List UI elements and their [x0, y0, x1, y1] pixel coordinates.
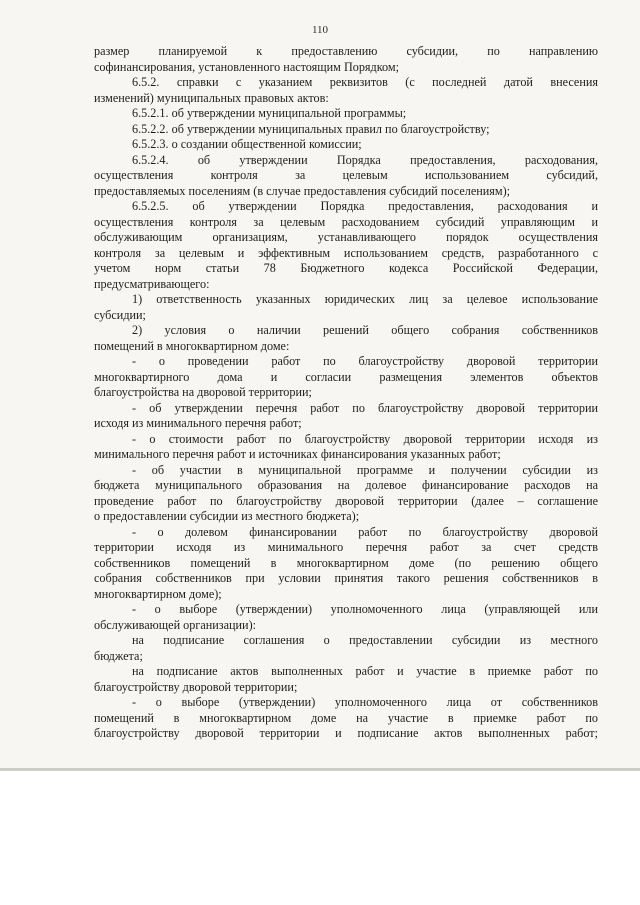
text-line: благоустройству дворовой территории и подписание актов выполненных работ; [94, 726, 598, 740]
text-line: благоустройства на дворовой территории; [94, 385, 312, 399]
text-line: - об участии в муниципальной программе и получении субсидии из [132, 462, 598, 477]
text-line: - о выборе (утверждении) уполномоченного лица (управляющей или [132, 602, 598, 616]
text-line: - о проведении работ по благоустройству дворовой территории [132, 354, 598, 368]
text-line: 2) условия о наличии решений общего собрания собственников [132, 323, 598, 337]
text-line: 6.5.2.1. об утверждении муниципальной программы; [132, 106, 407, 120]
text-line: 6.5.2. справки с указанием реквизитов (с последней датой внесения [132, 75, 598, 89]
text-line: на подписание соглашения о предоставлении субсидии из местного [132, 633, 598, 647]
text-line: проведение работ по благоустройству дворовой территории (далее – соглашение [94, 493, 598, 508]
text-line: 6.5.2.3. о создании общественной комиссии; [132, 137, 362, 151]
text-line: бюджета; [94, 648, 143, 663]
text-line: осуществления контроля за целевым расходованием субсидий управляющим и [94, 214, 598, 229]
text-line: 6.5.2.5. об утверждении Порядка предоставления, расходования и [132, 199, 598, 213]
text-line: 1) ответственность указанных юридических лиц за целевое использование [132, 292, 598, 306]
text-line: минимального перечня работ и источниках финансирования указанных работ; [94, 447, 501, 461]
text-line: на подписание актов выполненных работ и участие в приемке работ по [132, 664, 598, 678]
text-line: размер планируемой к предоставлению субсидии, по направлению [94, 44, 598, 58]
document-body [94, 44, 598, 742]
text-line: обслуживающей организации): [94, 617, 257, 632]
text-line: - об утверждении перечня работ по благоустройству дворовой территории [132, 400, 598, 415]
text-line: помещений в многоквартирном доме на участие в приемке работ по [94, 710, 598, 725]
text-line: контроля за целевым и эффективным использованием средств, разработанного с [94, 245, 598, 260]
text-line: 6.5.2.4. об утверждении Порядка предоставления, расходования, [132, 152, 598, 167]
text-line: бюджета муниципального образования на долевое финансирование расходов на [94, 478, 598, 492]
page-number: 110 [311, 24, 329, 36]
text-line: субсидии; [94, 307, 146, 322]
text-line: осуществления контроля за целевым использованием субсидий, [94, 168, 598, 182]
text-line: - о долевом финансировании работ по благоустройству дворовой [132, 524, 598, 539]
page-edge [0, 768, 640, 771]
text-line: обслуживающим организациям, устанавливающего порядок осуществления [94, 230, 598, 244]
text-line: многоквартирного дома и согласии размещения элементов объектов [94, 369, 598, 384]
text-line: помещений в многоквартирном доме: [94, 338, 290, 353]
text-line: - о стоимости работ по благоустройству дворовой территории исходя из [132, 431, 598, 446]
text-line: исходя из минимального перечня работ; [94, 416, 302, 430]
text-line: учетом норм статьи 78 Бюджетного кодекса Российской Федерации, [94, 261, 598, 275]
text-line: предусматривающего: [94, 276, 210, 291]
text-line: софинансирования, установленного настоящим Порядком; [94, 59, 400, 74]
text-line: 6.5.2.2. об утверждении муниципальных правил по благоустройству; [132, 121, 490, 136]
text-line: о предоставлении субсидии из местного бюджета); [94, 509, 360, 523]
text-line: предоставляемых поселениям (в случае предоставления субсидий поселениям); [94, 183, 511, 198]
text-line: многоквартирном доме); [94, 586, 222, 601]
text-line: собрания собственников при условии принятия такого решения собственников в [94, 571, 598, 585]
text-line: изменений) муниципальных правовых актов: [94, 90, 329, 105]
text-line: территории исходя из минимального перечня работ за счет средств [94, 540, 598, 554]
text-line: благоустройству дворовой территории; [94, 679, 298, 694]
text-line: - о выборе (утверждении) уполномоченного лица от собственников [132, 695, 598, 709]
text-line: собственников помещений в многоквартирном доме (по решению общего [94, 555, 598, 570]
